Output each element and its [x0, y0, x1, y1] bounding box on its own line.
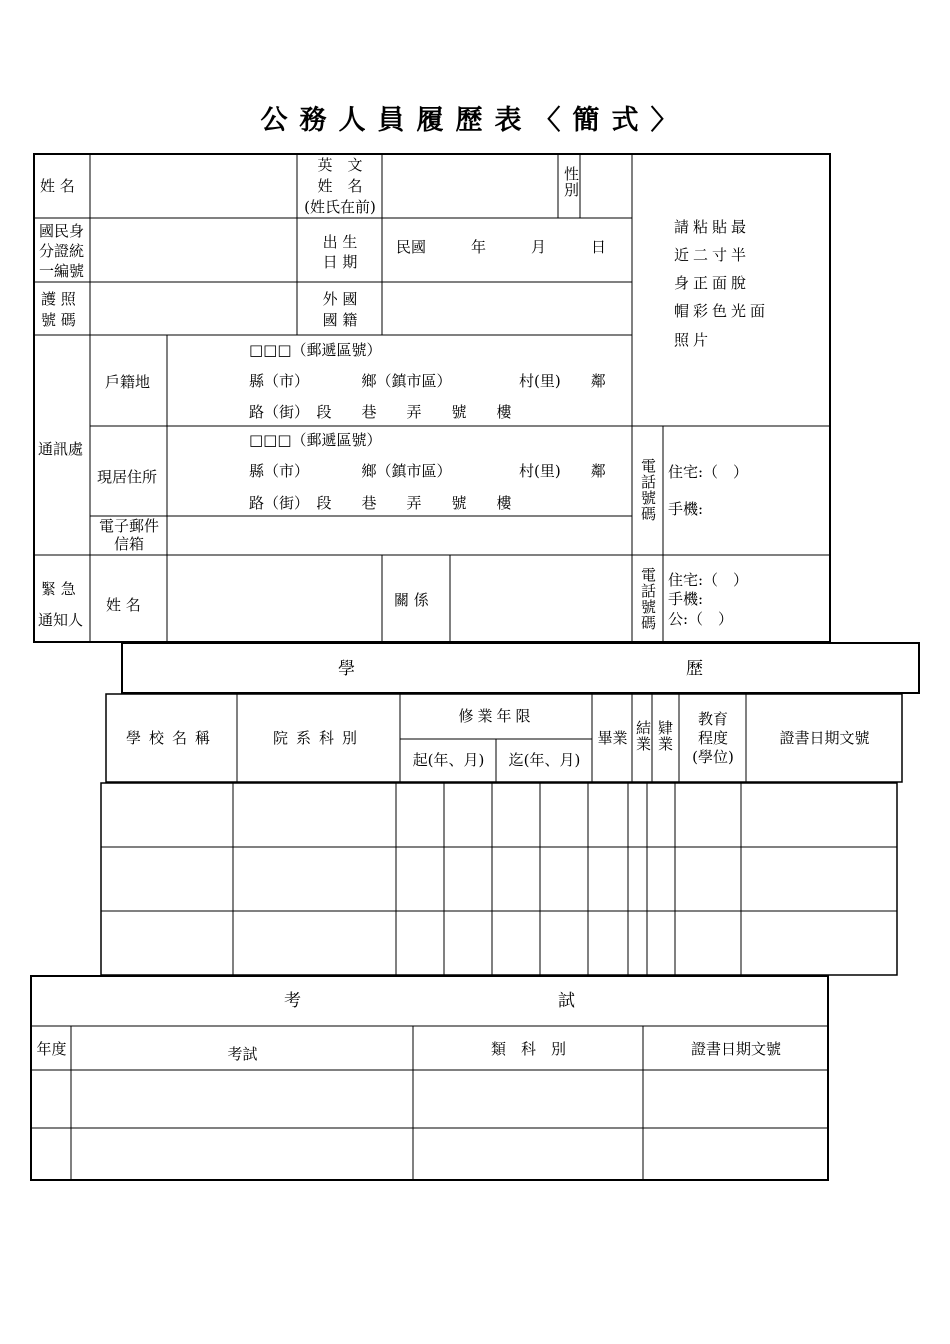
exam-section-left: 考 — [284, 991, 301, 1011]
birth-date-field[interactable]: 民國 年 月 日 — [396, 238, 607, 256]
col-attended: 肄業 — [656, 720, 674, 752]
col-school-name: 學校名稱 — [125, 729, 218, 747]
emergency-relation-field[interactable] — [452, 557, 630, 641]
english-name-label-2: 姓 名 — [317, 177, 363, 195]
col-exam-name: 考試 — [227, 1045, 258, 1063]
email-label-2: 信箱 — [113, 535, 144, 553]
nationality-field[interactable] — [384, 284, 630, 333]
registered-address-label: 戶籍地 — [105, 373, 151, 391]
photo-placeholder[interactable] — [634, 156, 828, 424]
col-exam-certificate: 證書日期文號 — [690, 1040, 781, 1058]
col-level-3: (學位) — [692, 748, 734, 766]
id-number-field[interactable] — [92, 220, 295, 280]
registered-county-line[interactable]: 縣（市） 鄉（鎮市區） 村(里) 鄰 — [249, 372, 606, 390]
nationality-label-1: 外 國 — [322, 290, 358, 308]
current-road-line[interactable]: 路（街） 段 巷 弄 號 樓 — [249, 494, 512, 512]
birth-label-2: 日 期 — [322, 253, 358, 271]
emergency-phone-label: 電話號碼 — [639, 567, 657, 631]
nationality-label-2: 國 籍 — [322, 311, 358, 329]
photo-note-line-4: 帽彩色光面 — [674, 302, 770, 320]
address-home-phone[interactable]: 住宅:（ ） — [668, 463, 749, 481]
address-section-label: 通訊處 — [38, 440, 84, 458]
col-study-period: 修業年限 — [458, 707, 535, 725]
col-level-1: 教育 — [697, 710, 728, 728]
name-label: 姓 名 — [40, 177, 75, 195]
exam-section-right: 試 — [558, 991, 575, 1011]
photo-note-line-5: 照片 — [674, 331, 713, 349]
education-row[interactable] — [102, 784, 896, 846]
col-department: 院系科別 — [272, 729, 365, 747]
emergency-home-phone[interactable]: 住宅:（ ） — [668, 571, 749, 589]
id-label-1: 國民身 — [39, 222, 85, 240]
email-field[interactable] — [169, 518, 630, 553]
sex-label: 性別 — [562, 166, 580, 198]
photo-note-line-1: 請粘貼最 — [674, 218, 751, 236]
address-mobile[interactable]: 手機: — [668, 500, 704, 518]
form-title: 公務人員履歷表〈簡式〉 — [260, 105, 690, 136]
education-section-right: 歷 — [686, 659, 703, 679]
education-row[interactable] — [102, 848, 896, 910]
name-field[interactable] — [92, 156, 295, 216]
education-row[interactable] — [102, 912, 896, 974]
passport-label-1: 護 照 — [41, 290, 76, 308]
photo-note-line-3: 身正面脫 — [674, 274, 751, 292]
english-name-label-1: 英 文 — [317, 156, 363, 174]
sex-field[interactable] — [582, 156, 630, 216]
photo-note-line-2: 近二寸半 — [674, 246, 751, 264]
col-level-2: 程度 — [697, 729, 728, 747]
exam-row[interactable] — [32, 1129, 827, 1179]
emergency-office-phone[interactable]: 公:（ ） — [668, 610, 734, 628]
col-end-date: 迄(年、月) — [508, 751, 581, 769]
emergency-relation-label: 關 係 — [394, 591, 429, 609]
birth-label-1: 出 生 — [322, 233, 358, 251]
current-county-line[interactable]: 縣（市） 鄉（鎮市區） 村(里) 鄰 — [249, 462, 606, 480]
exam-row[interactable] — [32, 1071, 827, 1127]
emergency-name-label: 姓 名 — [106, 596, 141, 614]
emergency-mobile[interactable]: 手機: — [668, 590, 704, 608]
col-exam-category: 類 科 別 — [490, 1040, 566, 1058]
current-postal-line[interactable]: □□□（郵遞區號） — [249, 431, 382, 449]
col-exam-year: 年度 — [36, 1040, 67, 1058]
address-phone-label: 電話號碼 — [639, 458, 657, 522]
emergency-label-2: 通知人 — [38, 611, 84, 629]
registered-road-line[interactable]: 路（街） 段 巷 弄 號 樓 — [249, 403, 512, 421]
english-name-label-3: (姓氏在前) — [304, 198, 376, 216]
id-label-3: 一編號 — [39, 262, 85, 280]
current-address-label: 現居住所 — [97, 468, 158, 486]
email-label-1: 電子郵件 — [98, 517, 159, 535]
education-section-left: 學 — [338, 659, 355, 679]
col-graduated: 畢業 — [597, 729, 628, 747]
id-label-2: 分證統 — [39, 242, 85, 260]
passport-label-2: 號 碼 — [41, 311, 76, 329]
col-completed: 結業 — [634, 720, 652, 752]
english-name-field[interactable] — [384, 156, 556, 216]
col-start-date: 起(年、月) — [412, 751, 485, 769]
emergency-label-1: 緊 急 — [41, 580, 76, 598]
registered-postal-line[interactable]: □□□（郵遞區號） — [249, 341, 382, 359]
col-certificate: 證書日期文號 — [779, 729, 870, 747]
passport-field[interactable] — [92, 284, 295, 333]
emergency-name-field[interactable] — [169, 557, 380, 641]
